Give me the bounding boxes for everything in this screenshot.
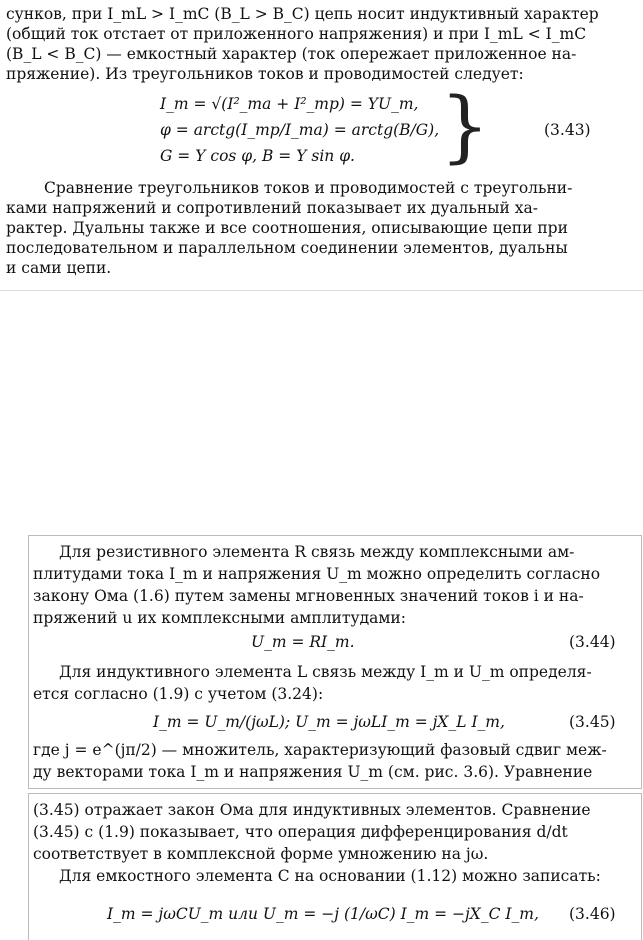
text-line: плитудами тока I_m и напряжения U_m можно определить согласно xyxy=(33,565,601,583)
text-line: последовательном и параллельном соединении элементов, дуальны xyxy=(6,239,568,257)
right-brace: } xyxy=(440,82,490,172)
equation-3-46: I_m = jωCU_m или U_m = −j (1/ωC) I_m = −jX_C I_m, xyxy=(107,905,539,923)
text-line: сунков, при I_mL > I_mC (B_L > B_C) цепь носит индуктивный характер xyxy=(6,5,599,23)
text-line: соответствует в комплексной форме умножению на jω. xyxy=(33,845,489,863)
text-line: ками напряжений и сопротивлений показывает их дуальный ха- xyxy=(6,199,538,217)
text-line: (3.45) с (1.9) показывает, что операция дифференцирования d/dt xyxy=(33,823,568,841)
equation-3-45: I_m = U_m/(jωL); U_m = jωLI_m = jX_L I_m, xyxy=(153,713,505,731)
equation-number: (3.44) xyxy=(569,633,616,651)
equation-3-44: U_m = RI_m. xyxy=(251,633,355,651)
page-fragment-middle xyxy=(28,535,642,789)
text-line: (B_L < B_C) — емкостный характер (ток опережает приложенное на- xyxy=(6,45,577,63)
equation-number: (3.46) xyxy=(569,905,616,923)
equation-line: I_m = √(I²_ma + I²_mp) = YU_m, xyxy=(160,95,419,113)
text-line: пряжений u их комплексными амплитудами: xyxy=(33,609,406,627)
equation-number: (3.45) xyxy=(569,713,616,731)
page-fragment-top xyxy=(0,0,643,291)
text-line: пряжение). Из треугольников токов и проводимостей следует: xyxy=(6,65,524,83)
text-line: где j = e^(jπ/2) — множитель, характеризующий фазовый сдвиг меж- xyxy=(33,741,607,759)
equation-line: φ = arctg(I_mp/I_ma) = arctg(B/G), xyxy=(160,121,440,139)
text-line: и сами цепи. xyxy=(6,259,112,277)
text-line: Сравнение треугольников токов и проводимостей с треугольни- xyxy=(44,179,573,197)
text-line: рактер. Дуальны также и все соотношения, описывающие цепи при xyxy=(6,219,568,237)
text-line: закону Ома (1.6) путем замены мгновенных значений токов i и на- xyxy=(33,587,584,605)
text-line: ду векторами тока I_m и напряжения U_m (см. рис. 3.6). Уравнение xyxy=(33,763,593,781)
text-line: Для резистивного элемента R связь между комплексными ам- xyxy=(59,543,575,561)
text-line: (общий ток отстает от приложенного напряжения) и при I_mL < I_mC xyxy=(6,25,587,43)
text-line: (3.45) отражает закон Ома для индуктивных элементов. Сравнение xyxy=(33,801,591,819)
equation-line: G = Y cos φ, B = Y sin φ. xyxy=(160,147,355,165)
equation-number: (3.43) xyxy=(544,121,591,139)
text-line: Для индуктивного элемента L связь между I_m и U_m определя- xyxy=(59,663,592,681)
text-line: ется согласно (1.9) с учетом (3.24): xyxy=(33,685,324,703)
page-fragment-bottom xyxy=(28,793,642,940)
text-line: Для емкостного элемента C на основании (1.12) можно записать: xyxy=(59,867,601,885)
